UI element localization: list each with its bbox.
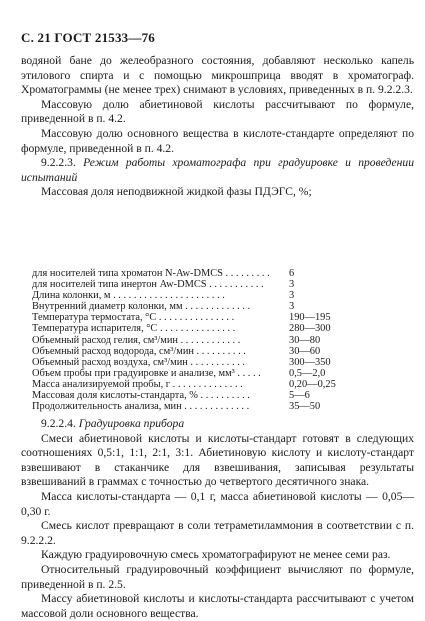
parameter-value: 30—80 bbox=[289, 334, 321, 346]
parameter-label: Объемный расход водорода, см³/мин . . . . . . . . . . bbox=[32, 345, 246, 357]
parameter-label: Масса анализируемой пробы, г . . . . . . . . . . . . . . bbox=[32, 378, 243, 390]
paragraph-block-bottom bbox=[21, 417, 414, 621]
parameter-value: 190—195 bbox=[289, 312, 331, 324]
parameter-label: Длина колонки, м . . . . . . . . . . . . . . . . . . . . . . bbox=[32, 290, 225, 302]
paragraph-block-top bbox=[21, 54, 414, 200]
parameter-label: Объемный расход гелия, см³/мин . . . . . . . . . . . . bbox=[32, 334, 241, 346]
parameter-value: 0,5—2,0 bbox=[289, 367, 326, 379]
paragraph-main-substance: Массовую долю основного вещества в кислоте-стандарте определяют по формуле, приведенной в п. 4.2. bbox=[21, 126, 414, 155]
parameter-label: для носителей типа хроматон N-Aw-DMCS . . . . . . . . . bbox=[32, 268, 270, 279]
parameter-value: 30—60 bbox=[289, 345, 321, 357]
parameter-row bbox=[32, 357, 412, 368]
section-number: 9.2.2.4. bbox=[41, 417, 76, 430]
section-9-2-2-3 bbox=[21, 156, 414, 185]
parameter-label: Внутренний диаметр колонки, мм . . . . . . . . . . . . . bbox=[32, 301, 251, 313]
parameter-value: 35—50 bbox=[289, 401, 321, 413]
parameter-list bbox=[32, 268, 412, 412]
parameter-row bbox=[32, 390, 412, 401]
section-number: 9.2.2.3. bbox=[41, 156, 76, 170]
parameter-value: 6 bbox=[289, 268, 295, 279]
paragraph-stationary-phase: Массовая доля неподвижной жидкой фазы ПДЭГС, %; bbox=[41, 185, 312, 199]
parameter-label: для носителей типа инертон Aw-DMCS . . . . . . . . . . . bbox=[32, 279, 264, 291]
page-header: С. 21 ГОСТ 21533—76 bbox=[21, 30, 155, 45]
parameter-row bbox=[32, 323, 412, 334]
parameter-label: Объем пробы при градуировке и анализе, мм³ . . . . . bbox=[32, 367, 261, 379]
parameter-label: Продолжительность анализа, мин . . . . . . . . . . . . . bbox=[32, 401, 250, 413]
parameter-row bbox=[32, 379, 412, 390]
parameter-label: Температура испарителя, °С . . . . . . . . . . . . . . . bbox=[32, 323, 236, 335]
parameter-label: Объемный расход воздуха, см³/мин . . . . . . . . . . . bbox=[32, 356, 245, 368]
paragraph-continuation: водяной бане до желеобразного состояния, добавляют несколько капель этилового спирта и с помощью микрошприца вводят в хроматограф. Хроматограммы (не менее трех) снимают в условиях, приведенных в п. 9.2.2.3. bbox=[21, 54, 414, 97]
parameter-value: 0,20—0,25 bbox=[289, 378, 336, 390]
parameter-row bbox=[32, 401, 412, 412]
paragraph-salts: Смесь кислот превращают в соли тетраметиламмония в соответствии с п. 9.2.2.2. bbox=[21, 519, 414, 547]
parameter-row bbox=[32, 279, 412, 290]
parameter-value: 3 bbox=[289, 290, 295, 302]
parameter-label: Температура термостата, °С . . . . . . . . . . . . . . . bbox=[32, 312, 235, 324]
section-title: Режим работы хроматографа при градуировке и проведении испытаний bbox=[21, 156, 414, 184]
parameter-row bbox=[32, 368, 412, 379]
paragraph-chromatograph-repeats: Каждую градуировочную смесь хроматографируют не менее семи раз. bbox=[41, 548, 391, 562]
parameter-value: 3 bbox=[289, 301, 295, 313]
paragraph-coefficient: Относительный градуировочный коэффициент вычисляют по формуле, приведенной в п. 2.5. bbox=[21, 562, 414, 591]
parameter-row bbox=[32, 290, 412, 301]
parameter-value: 3 bbox=[289, 279, 295, 291]
paragraph-masses: Масса кислоты-стандарта — 0,1 г, масса абиетиновой кислоты — 0,05—0,30 г. bbox=[21, 489, 414, 518]
parameter-value: 280—300 bbox=[289, 323, 331, 335]
parameter-row bbox=[32, 335, 412, 346]
parameter-row bbox=[32, 312, 412, 323]
parameter-row bbox=[32, 301, 412, 312]
paragraph-mass-calculation: Массу абиетиновой кислоты и кислоты-стандарта рассчитывают с учетом массовой доли основного вещества. bbox=[21, 592, 414, 620]
section-title: Градуировка прибора bbox=[78, 417, 185, 430]
parameter-row bbox=[32, 268, 412, 279]
paragraph-abietic-mass-fraction: Массовую долю абиетиновой кислоты рассчитывают по формуле, приведенной в п. 4.2. bbox=[21, 97, 414, 126]
section-9-2-2-4 bbox=[21, 417, 414, 432]
parameter-label: Массовая доля кислоты-стандарта, % . . . . . . . . . . bbox=[32, 390, 250, 402]
parameter-value: 300—350 bbox=[289, 356, 331, 368]
paragraph-mixtures: Смеси абиетиновой кислоты и кислоты-стандарт готовят в следующих соотношениях 0,5:1, 1:1, 2:1, 3:1. Абиетиновую кислоту и кислоту-стандарт взвешивают в стаканчике для взвешивания, записывая результаты взвешиваний в граммах с точностью до четвертого десятичного знака. bbox=[21, 431, 414, 489]
parameter-row bbox=[32, 346, 412, 357]
parameter-value: 5—6 bbox=[289, 390, 310, 402]
